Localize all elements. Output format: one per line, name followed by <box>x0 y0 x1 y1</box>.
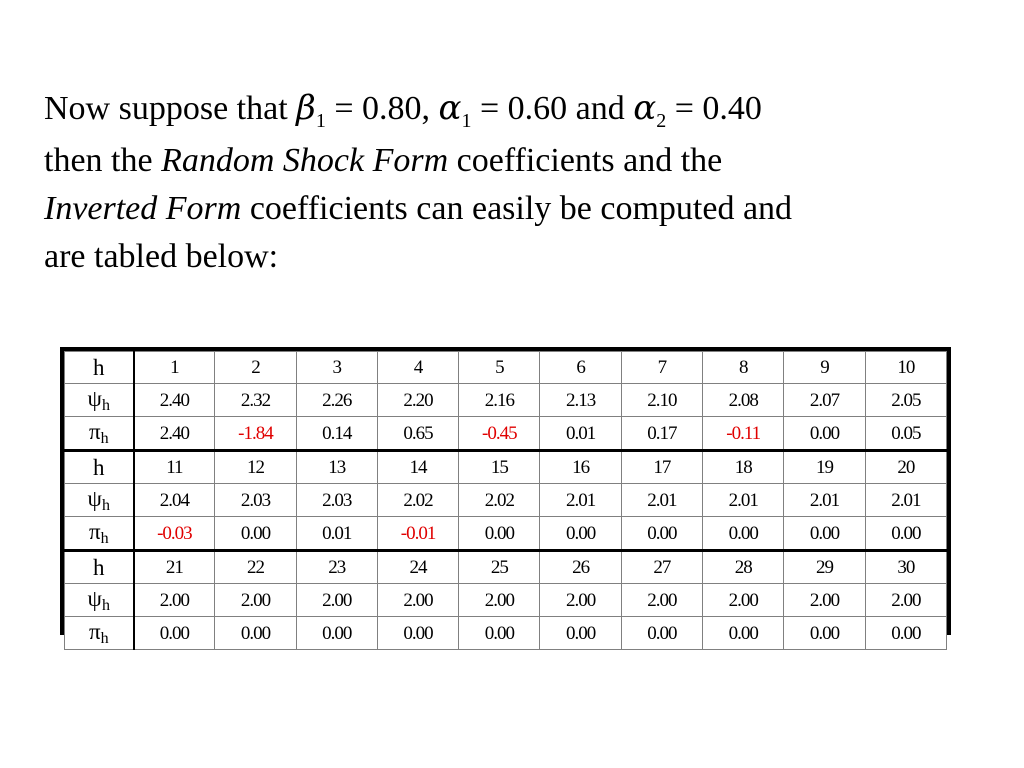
h-value-cell: 14 <box>377 451 458 484</box>
text-line-1 <box>44 84 974 137</box>
text-fragment: = 0.40 <box>666 90 762 127</box>
coefficient-table <box>64 351 947 650</box>
pi-row <box>65 617 947 650</box>
h-value-cell: 22 <box>215 551 296 584</box>
pi-value-cell: -1.84 <box>215 417 296 451</box>
pi-value-cell: 0.00 <box>377 617 458 650</box>
h-row <box>65 451 947 484</box>
psi-value-cell: 2.00 <box>540 584 621 617</box>
h-value-cell: 13 <box>296 451 377 484</box>
psi-value-cell: 2.01 <box>703 484 784 517</box>
psi-value-cell: 2.40 <box>134 384 215 417</box>
h-row-label <box>65 451 134 484</box>
pi-value-cell: 0.00 <box>540 617 621 650</box>
psi-label-symbol: ψ <box>87 386 102 411</box>
pi-value-cell: 0.00 <box>459 517 540 551</box>
pi-row <box>65 417 947 451</box>
psi-row <box>65 584 947 617</box>
beta-subscript: 1 <box>315 110 326 132</box>
h-value-cell: 21 <box>134 551 215 584</box>
pi-row-label <box>65 417 134 451</box>
pi-value-cell: 0.00 <box>621 517 702 551</box>
psi-value-cell: 2.01 <box>784 484 865 517</box>
psi-value-cell: 2.03 <box>215 484 296 517</box>
h-label-symbol: h <box>93 455 105 480</box>
psi-value-cell: 2.08 <box>703 384 784 417</box>
h-row <box>65 352 947 384</box>
h-value-cell: 6 <box>540 352 621 384</box>
h-value-cell: 7 <box>621 352 702 384</box>
psi-row-label <box>65 484 134 517</box>
h-value-cell: 8 <box>703 352 784 384</box>
psi-value-cell: 2.03 <box>296 484 377 517</box>
inverted-form-term: Inverted Form <box>44 190 242 227</box>
psi-row-label <box>65 584 134 617</box>
pi-value-cell: 0.01 <box>540 417 621 451</box>
psi-value-cell: 2.00 <box>296 584 377 617</box>
pi-value-cell: -0.01 <box>377 517 458 551</box>
pi-label-symbol: π <box>88 519 101 544</box>
pi-value-cell: 0.00 <box>215 617 296 650</box>
alpha2-subscript: 2 <box>656 110 667 132</box>
pi-value-cell: 0.17 <box>621 417 702 451</box>
h-value-cell: 15 <box>459 451 540 484</box>
pi-row-label <box>65 617 134 650</box>
psi-value-cell: 2.04 <box>134 484 215 517</box>
psi-row <box>65 384 947 417</box>
psi-value-cell: 2.01 <box>621 484 702 517</box>
pi-value-cell: 0.00 <box>784 417 865 451</box>
psi-label-subscript: h <box>101 397 110 414</box>
h-row <box>65 551 947 584</box>
h-value-cell: 9 <box>784 352 865 384</box>
psi-value-cell: 2.00 <box>134 584 215 617</box>
coefficient-table-frame <box>60 347 951 647</box>
psi-row <box>65 484 947 517</box>
psi-label-subscript: h <box>101 597 110 614</box>
pi-value-cell: 0.01 <box>296 517 377 551</box>
pi-value-cell: 0.00 <box>865 617 946 650</box>
text-fragment: are tabled below: <box>44 238 279 275</box>
psi-value-cell: 2.00 <box>377 584 458 617</box>
pi-value-cell: 0.65 <box>377 417 458 451</box>
psi-value-cell: 2.00 <box>703 584 784 617</box>
beta-symbol: β <box>296 88 316 128</box>
h-value-cell: 26 <box>540 551 621 584</box>
pi-label-symbol: π <box>88 419 101 444</box>
h-value-cell: 25 <box>459 551 540 584</box>
h-value-cell: 19 <box>784 451 865 484</box>
h-value-cell: 18 <box>703 451 784 484</box>
h-value-cell: 20 <box>865 451 946 484</box>
pi-value-cell: 0.00 <box>459 617 540 650</box>
h-value-cell: 3 <box>296 352 377 384</box>
text-fragment: then the <box>44 142 162 179</box>
psi-label-symbol: ψ <box>87 486 102 511</box>
pi-row <box>65 517 947 551</box>
h-value-cell: 11 <box>134 451 215 484</box>
psi-value-cell: 2.00 <box>215 584 296 617</box>
h-value-cell: 29 <box>784 551 865 584</box>
psi-value-cell: 2.02 <box>377 484 458 517</box>
h-value-cell: 16 <box>540 451 621 484</box>
pi-value-cell: 0.05 <box>865 417 946 451</box>
pi-value-cell: -0.45 <box>459 417 540 451</box>
h-value-cell: 1 <box>134 352 215 384</box>
psi-value-cell: 2.10 <box>621 384 702 417</box>
psi-value-cell: 2.00 <box>459 584 540 617</box>
text-fragment: = 0.60 and <box>471 90 634 127</box>
psi-value-cell: 2.00 <box>621 584 702 617</box>
h-label-symbol: h <box>93 555 105 580</box>
pi-value-cell: 2.40 <box>134 417 215 451</box>
text-fragment: = 0.80, <box>325 90 439 127</box>
pi-label-symbol: π <box>88 619 101 644</box>
pi-label-subscript: h <box>100 630 109 647</box>
h-label-symbol: h <box>93 355 105 380</box>
text-fragment: coefficients and the <box>448 142 723 179</box>
pi-value-cell: 0.00 <box>296 617 377 650</box>
pi-value-cell: 0.00 <box>540 517 621 551</box>
h-row-label <box>65 352 134 384</box>
pi-value-cell: -0.11 <box>703 417 784 451</box>
alpha1-subscript: 1 <box>461 110 472 132</box>
text-line-3 <box>44 185 974 233</box>
psi-value-cell: 2.07 <box>784 384 865 417</box>
psi-value-cell: 2.16 <box>459 384 540 417</box>
psi-row-label <box>65 384 134 417</box>
psi-value-cell: 2.26 <box>296 384 377 417</box>
intro-paragraph <box>44 84 974 281</box>
pi-value-cell: 0.00 <box>215 517 296 551</box>
h-value-cell: 4 <box>377 352 458 384</box>
psi-label-subscript: h <box>101 497 110 514</box>
pi-value-cell: 0.00 <box>784 517 865 551</box>
pi-label-subscript: h <box>100 530 109 547</box>
pi-value-cell: 0.00 <box>865 517 946 551</box>
random-shock-form-term: Random Shock Form <box>161 142 449 179</box>
h-value-cell: 30 <box>865 551 946 584</box>
psi-value-cell: 2.13 <box>540 384 621 417</box>
text-line-2 <box>44 137 974 185</box>
pi-value-cell: 0.00 <box>784 617 865 650</box>
pi-label-subscript: h <box>100 430 109 447</box>
psi-value-cell: 2.20 <box>377 384 458 417</box>
psi-value-cell: 2.00 <box>865 584 946 617</box>
pi-row-label <box>65 517 134 551</box>
psi-value-cell: 2.00 <box>784 584 865 617</box>
alpha2-symbol: α <box>633 88 657 128</box>
pi-value-cell: 0.00 <box>703 517 784 551</box>
h-value-cell: 27 <box>621 551 702 584</box>
h-value-cell: 10 <box>865 352 946 384</box>
psi-label-symbol: ψ <box>87 586 102 611</box>
h-value-cell: 24 <box>377 551 458 584</box>
alpha1-symbol: α <box>438 88 462 128</box>
h-value-cell: 2 <box>215 352 296 384</box>
psi-value-cell: 2.01 <box>540 484 621 517</box>
text-fragment: Now suppose that <box>44 90 297 127</box>
h-value-cell: 28 <box>703 551 784 584</box>
h-row-label <box>65 551 134 584</box>
pi-value-cell: 0.14 <box>296 417 377 451</box>
h-value-cell: 17 <box>621 451 702 484</box>
psi-value-cell: 2.32 <box>215 384 296 417</box>
text-fragment: coefficients can easily be computed and <box>241 190 793 227</box>
text-line-4 <box>44 233 974 281</box>
pi-value-cell: 0.00 <box>134 617 215 650</box>
pi-value-cell: 0.00 <box>621 617 702 650</box>
psi-value-cell: 2.02 <box>459 484 540 517</box>
pi-value-cell: 0.00 <box>703 617 784 650</box>
h-value-cell: 12 <box>215 451 296 484</box>
psi-value-cell: 2.05 <box>865 384 946 417</box>
h-value-cell: 23 <box>296 551 377 584</box>
h-value-cell: 5 <box>459 352 540 384</box>
pi-value-cell: -0.03 <box>134 517 215 551</box>
psi-value-cell: 2.01 <box>865 484 946 517</box>
